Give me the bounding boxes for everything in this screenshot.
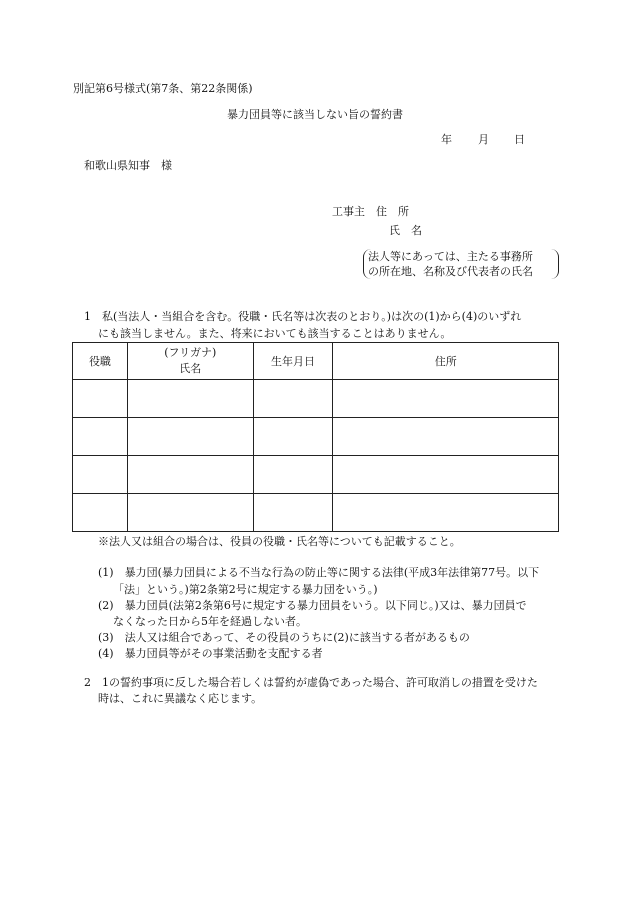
header-birthdate: 生年月日 (253, 343, 333, 380)
date-month-label: 月 (478, 133, 489, 146)
cell-role[interactable] (73, 380, 128, 418)
header-role: 役職 (73, 343, 128, 380)
header-furigana: (フリガナ) (164, 346, 217, 359)
header-name-label: 氏名 (179, 362, 202, 375)
cell-role[interactable] (73, 418, 128, 456)
header-name (127, 343, 253, 380)
table-row (73, 418, 559, 456)
cell-address[interactable] (333, 418, 559, 456)
table-header-row (73, 343, 559, 380)
cell-address[interactable] (333, 380, 559, 418)
addressee: 和歌山県知事 様 (84, 159, 172, 172)
table-row (73, 380, 559, 418)
cell-birthdate[interactable] (253, 494, 333, 532)
document-title: 暴力団員等に該当しない旨の誓約書 (227, 108, 403, 121)
cell-name[interactable] (127, 456, 253, 494)
pledge-1-line-1: 1 私(当法人・当組合を含む。役職・氏名等は次表のとおり。)は次の(1)から(4)のいずれ (84, 310, 522, 323)
item-4: (4) 暴力団員等がその事業活動を支配する者 (98, 647, 323, 660)
cell-name[interactable] (127, 494, 253, 532)
pledge-2-line-2: 時は、これに異議なく応じます。 (98, 692, 263, 705)
item-1-line-2: 「法」という。)第2条第2号に規定する暴力団をいう。) (113, 583, 378, 596)
cell-birthdate[interactable] (253, 456, 333, 494)
applicant-name-label: 氏 名 (389, 224, 422, 237)
applicant-address-label: 工事主 住 所 (332, 205, 409, 218)
pledge-1-line-2: にも該当しません。また、将来においても該当することはありません。 (98, 327, 452, 340)
date-day-label: 日 (514, 133, 525, 146)
table-row (73, 456, 559, 494)
table-note: ※法人又は組合の場合は、役員の役職・氏名等についても記載すること。 (98, 535, 461, 548)
date-year-label: 年 (441, 133, 452, 146)
cell-birthdate[interactable] (253, 418, 333, 456)
corporation-note-line: 法人等にあっては、主たる事務所 (368, 250, 533, 263)
form-reference: 別記第6号様式(第7条、第22条関係) (73, 82, 253, 95)
table-row (73, 494, 559, 532)
header-address: 住所 (333, 343, 559, 380)
cell-birthdate[interactable] (253, 380, 333, 418)
cell-name[interactable] (127, 380, 253, 418)
corporation-note-line: の所在地、名称及び代表者の氏名 (368, 265, 533, 278)
officers-table (72, 342, 559, 532)
item-2-line-2: なくなった日から5年を経過しない者。 (113, 615, 307, 628)
cell-address[interactable] (333, 456, 559, 494)
item-1-line-1: (1) 暴力団(暴力団員による不当な行為の防止等に関する法律(平成3年法律第77号。以下 (98, 566, 540, 579)
item-3: (3) 法人又は組合であって、その役員のうちに(2)に該当する者があるもの (98, 631, 470, 644)
item-2-line-1: (2) 暴力団員(法第2条第6号に規定する暴力団員をいう。以下同じ。)又は、暴力団員で (98, 599, 527, 612)
cell-role[interactable] (73, 494, 128, 532)
cell-role[interactable] (73, 456, 128, 494)
cell-address[interactable] (333, 494, 559, 532)
pledge-2-line-1: 2 1の誓約事項に反した場合若しくは誓約が虚偽であった場合、許可取消しの措置を受けた (84, 676, 538, 689)
corporation-note (363, 249, 559, 279)
cell-name[interactable] (127, 418, 253, 456)
